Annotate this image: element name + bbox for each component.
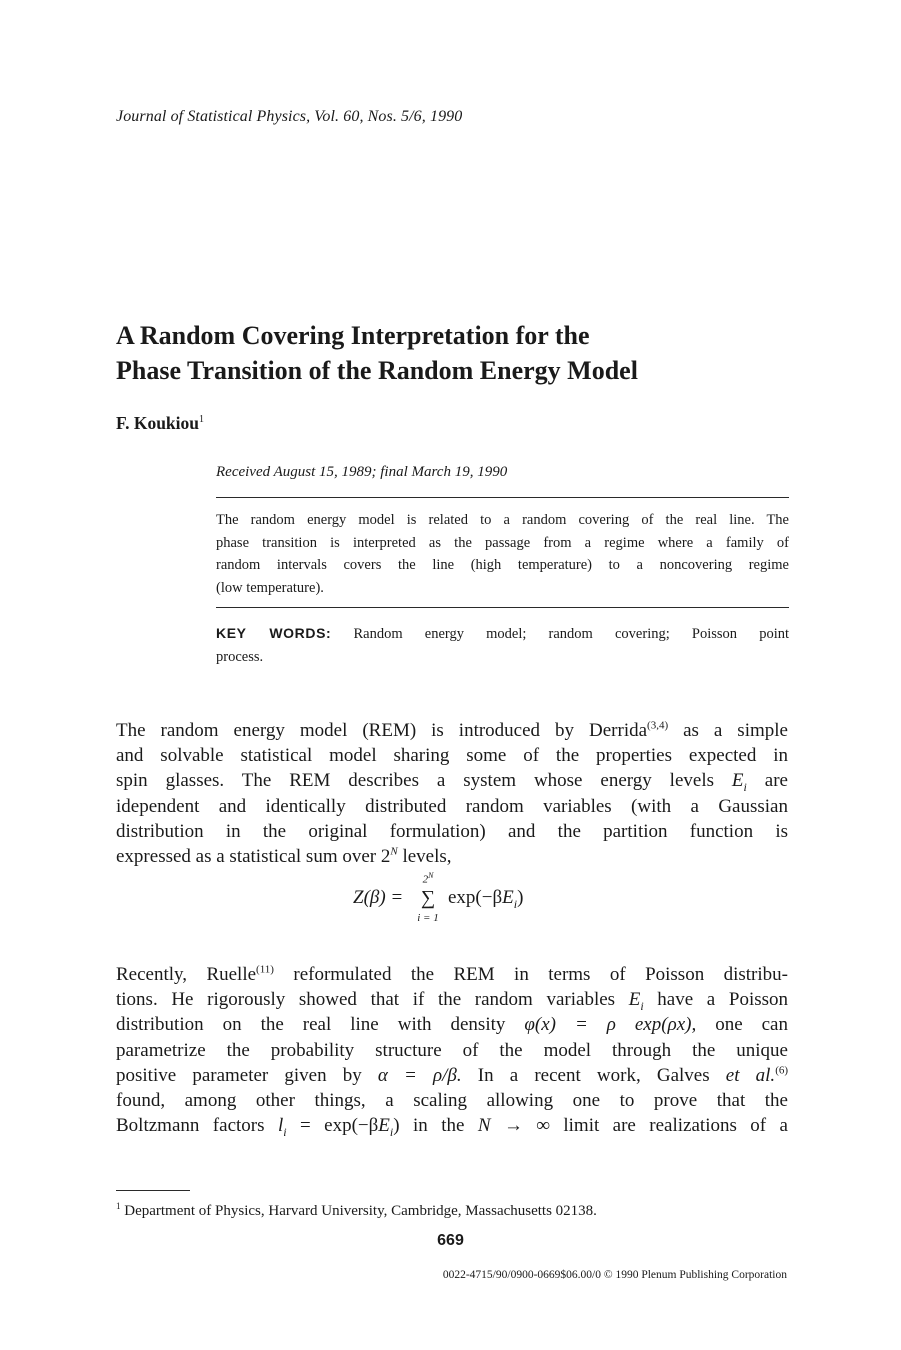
keywords-text: Random energy model; random covering; Poisson point [353, 626, 790, 642]
paragraph-line: parametrize the probability structure of the model through the unique [116, 1039, 788, 1061]
keywords-line-2: process. [216, 648, 264, 665]
author [116, 413, 204, 434]
citation-ref: (11) [256, 963, 274, 976]
author-footnote-mark: 1 [199, 414, 205, 426]
sum-lower-limit: i = 1 [417, 911, 439, 924]
keywords [216, 622, 789, 668]
abstract-line: random intervals covers the line (high temperature) to a noncovering regime [216, 557, 789, 573]
equation-rhs: $\exp(-\beta E_i)$ [448, 887, 524, 911]
paragraph-line: The random energy model (REM) is introduced by Derrida$^{(3,4)}$ as a simple [116, 719, 788, 741]
paper-title [116, 318, 816, 388]
equation-lhs: Z(β) = [353, 887, 404, 908]
paragraph-line: found, among other things, a scaling allowing one to prove that the [116, 1090, 788, 1112]
summation [416, 870, 440, 926]
citation-ref: (6) [775, 1064, 789, 1077]
sigma-symbol: ∑ [420, 886, 436, 909]
author-name: F. Koukiou [116, 413, 200, 433]
paragraph-line: distribution on the real line with density φ(x) = ρ exp(ρx), one can [116, 1014, 788, 1036]
footnote-mark: 1 [116, 1201, 121, 1211]
footnote-text: Department of Physics, Harvard University, Cambridge, Massachusetts 02138. [124, 1203, 597, 1219]
paragraph-line: spin glasses. The REM describes a system whose energy levels $E_i$ are [116, 770, 788, 795]
journal-citation: Journal of Statistical Physics, Vol. 60, Nos. 5/6, 1990 [116, 108, 463, 125]
paragraph-1 [116, 718, 788, 869]
page-number: 669 [437, 1232, 464, 1249]
footnote-rule [116, 1190, 190, 1191]
title-line-2: Phase Transition of the Random Energy Model [116, 356, 638, 385]
paragraph-line: expressed as a statistical sum over $2^N$ levels, [116, 845, 452, 868]
copyright-line: 0022-4715/90/0900-0669$06.00/0 © 1990 Plenum Publishing Corporation [442, 1269, 787, 1281]
paragraph-line: and solvable statistical model sharing some of the properties expected in [116, 745, 788, 767]
paragraph-line: Boltzmann factors $l_i = \exp(-\beta E_i)$ in the N → ∞ limit are realizations of a [116, 1115, 788, 1140]
abstract-line: The random energy model is related to a random covering of the real line. The [216, 512, 789, 528]
citation-ref: (3,4) [647, 719, 669, 732]
paragraph-line: tions. He rigorously showed that if the random variables $E_i$ have a Poisson [116, 989, 789, 1013]
paragraph-line: idependent and identically distributed random variables (with a Gaussian [116, 795, 788, 817]
paragraph-line: distribution in the original formulation) and the partition function is [116, 820, 788, 842]
title-line-1: A Random Covering Interpretation for the [116, 321, 590, 350]
received-dates: Received August 15, 1989; final March 19, 1990 [216, 464, 508, 480]
sum-upper-limit: $2^N$ [422, 871, 434, 886]
keywords-label: KEY WORDS: [216, 625, 332, 641]
paragraph-2 [116, 962, 788, 1138]
paragraph-line: positive parameter given by α = ρ/β. In a recent work, Galves et al.$^{(6)}$ [116, 1064, 789, 1086]
abstract-bottom-rule [216, 607, 789, 608]
keywords-line-1 [216, 622, 789, 646]
abstract-top-rule [216, 497, 789, 498]
footnote [116, 1201, 597, 1220]
paragraph-line: Recently, Ruelle$^{(11)}$ reformulated the REM in terms of Poisson distribu- [116, 963, 788, 985]
abstract [216, 509, 789, 599]
abstract-line: (low temperature). [216, 579, 324, 596]
abstract-line: phase transition is interpreted as the passage from a regime where a family of [216, 534, 789, 551]
partition-function-equation [0, 870, 901, 950]
